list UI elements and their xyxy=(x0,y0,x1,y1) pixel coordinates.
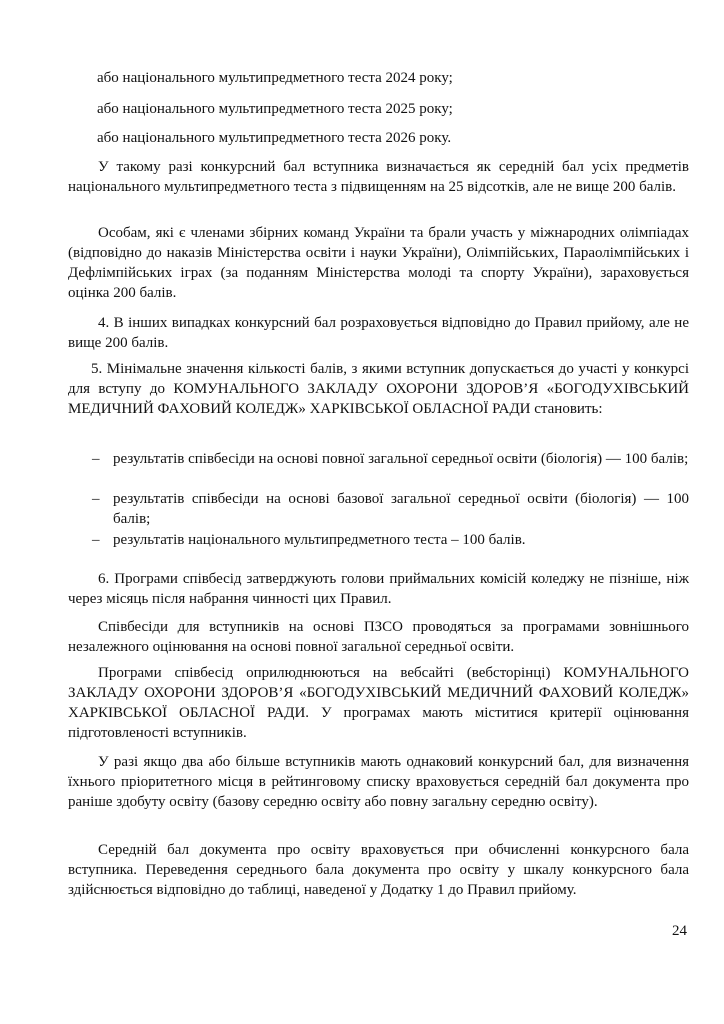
paragraph-competitive-score: У такому разі конкурсний бал вступника визначається як середній бал усіх предметів національного мультипредметного теста з підвищенням на 25 відсотків, але не вище 200 балів. xyxy=(68,159,689,195)
text-line-2025: або національного мультипредметного теста 2025 року; xyxy=(97,101,453,117)
text-line-2026: або національного мультипредметного теста 2026 року. xyxy=(97,130,452,146)
paragraph-item-4: 4. В інших випадках конкурсний бал розраховується відповідно до Правил прийому, але не вище 200 балів. xyxy=(68,315,689,351)
paragraph-equal-score: У разі якщо два або більше вступників мають однаковий конкурсний бал, для визначення їхнього пріоритетного місця в рейтинговому списку враховується середній бал документа про раніше здобуту освіту (базову середню освіту або повну загальну середню освіту). xyxy=(68,754,689,810)
list-dash: – xyxy=(92,491,100,507)
paragraph-programs-published: Програми співбесід оприлюднюються на вебсайті (вебсторінці) КОМУНАЛЬНОГО ЗАКЛАДУ ОХОРОНИ ЗДОРОВ’Я «БОГОДУХІВСЬКИЙ МЕДИЧНИЙ ФАХОВИЙ КОЛЕДЖ» ХАРКІВСЬКОЇ ОБЛАСНОЇ РАДИ. У програмах мають міститися критерії оцінювання підготовленості вступників. xyxy=(68,665,689,741)
list-item xyxy=(92,489,689,529)
paragraph-olympiad-members: Особам, які є членами збірних команд України та брали участь у міжнародних олімпіадах (відповідно до наказів Міністерства освіти і науки України), Олімпійських, Параолімпійських і Дефлімпійських іграх (за поданням Міністерства молоді та спорту України), зараховується оцінка 200 балів. xyxy=(68,225,689,301)
list-item xyxy=(92,449,689,469)
list-dash: – xyxy=(92,451,100,467)
list-item-text: результатів співбесіди на основі базової загальної середньої освіти (біологія) — 100 балів; xyxy=(113,491,689,527)
paragraph-item-5: 5. Мінімальне значення кількості балів, з якими вступник допускається до участі у конкурсі для вступу до КОМУНАЛЬНОГО ЗАКЛАДУ ОХОРОНИ ЗДОРОВ’Я «БОГОДУХІВСЬКИЙ МЕДИЧНИЙ ФАХОВИЙ КОЛЕДЖ» ХАРКІВСЬКОЇ ОБЛАСНОЇ РАДИ становить: xyxy=(68,361,689,417)
list-item-text: результатів співбесіди на основі повної загальної середньої освіти (біологія) — 100 балів; xyxy=(113,451,689,467)
paragraph-item-6: 6. Програми співбесід затверджують голови приймальних комісій коледжу не пізніше, ніж через місяць після набрання чинності цих Правил. xyxy=(68,571,689,607)
paragraph-average-score: Середній бал документа про освіту враховується при обчисленні конкурсного бала вступника. Переведення середнього бала документа про освіту у шкалу конкурсного бала здійснюється відповідно до таблиці, наведеної у Додатку 1 до Правил прийому. xyxy=(68,842,689,898)
paragraph-interviews-pzso: Співбесіди для вступників на основі ПЗСО проводяться за програмами зовнішнього незалежного оцінювання на основі повної загальної середньої освіти. xyxy=(68,619,689,655)
list-dash: – xyxy=(92,532,100,548)
list-item-text: результатів національного мультипредметного теста – 100 балів. xyxy=(113,532,526,548)
page-number: 24 xyxy=(672,923,687,939)
list-item xyxy=(92,530,689,550)
text-line-2024: або національного мультипредметного теста 2024 року; xyxy=(97,70,453,86)
